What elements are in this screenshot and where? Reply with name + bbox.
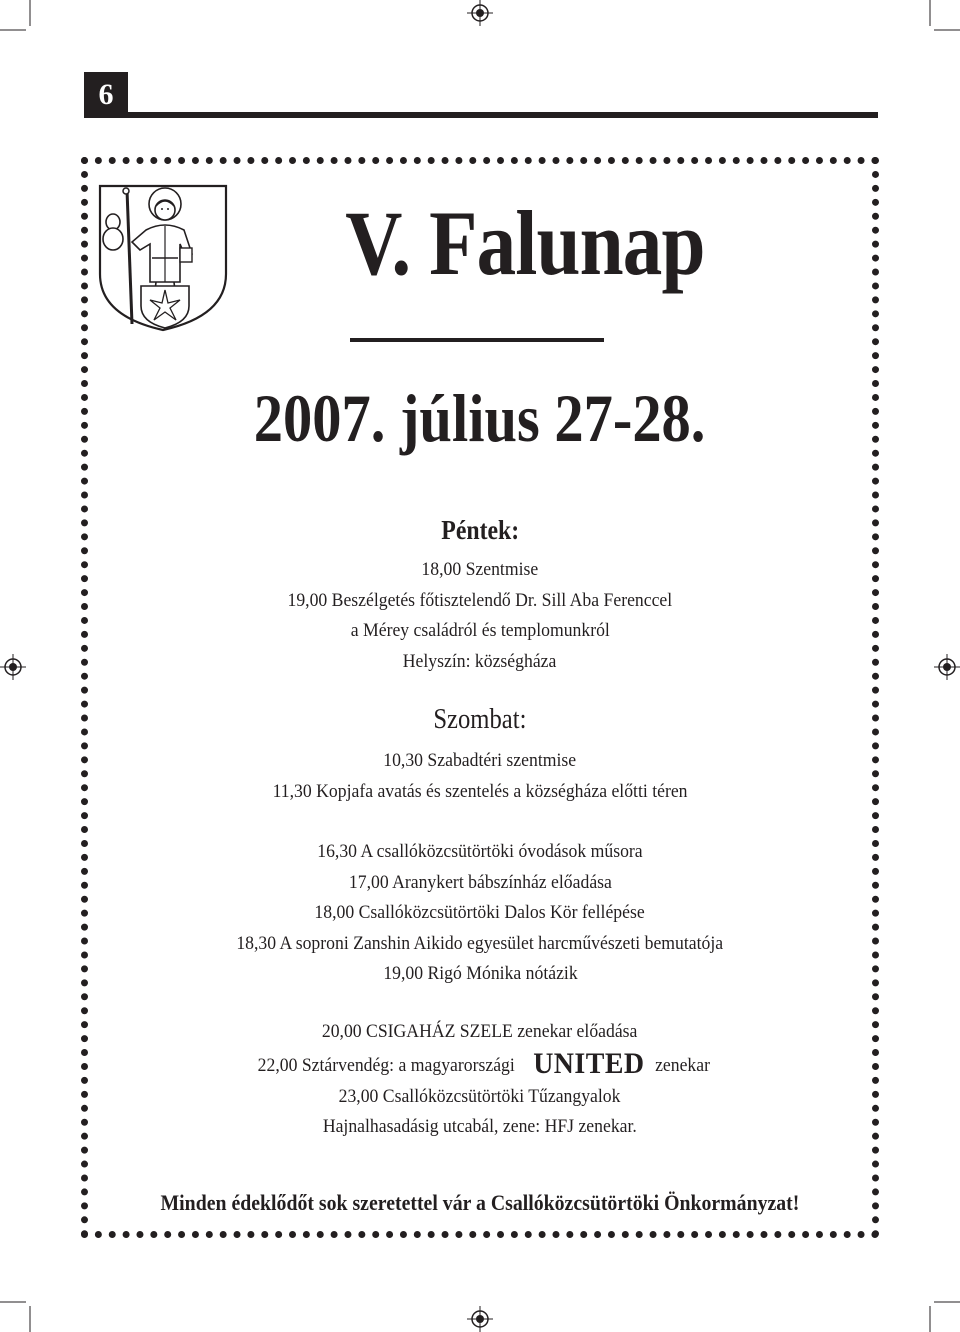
headliner-band: UNITED: [533, 1046, 645, 1080]
schedule-item: 19,00 Rigó Mónika nótázik: [382, 963, 578, 984]
schedule-item: 18,30 A soproni Zanshin Aikido egyesület harcművészeti bemutatója: [236, 932, 724, 954]
saturday-heading: Szombat:: [433, 704, 527, 735]
schedule-item: a Mérey családról és templomunkról: [350, 620, 610, 641]
invitation-footer: Minden édeklődőt sok szeretettel vár a Csallóközcsütörtöki Önkormányzat!: [160, 1190, 800, 1215]
headliner-item: 22,00 Sztárvendég: a magyarországi UNITED zenekar: [257, 1046, 711, 1080]
saturday-schedule-afternoon: [0, 837, 960, 990]
schedule-item: 18,00 Szentmise: [421, 559, 539, 580]
schedule-item: 10,30 Szabadtéri szentmise: [383, 750, 577, 771]
event-date: 2007. július 27-28.: [254, 380, 706, 456]
header-rule: [128, 112, 878, 118]
schedule-item: 16,30 A csallóközcsütörtöki óvodások műsora: [317, 841, 643, 862]
schedule-item: 19,00 Beszélgetés főtisztelendő Dr. Sill Aba Ferenccel: [287, 589, 673, 611]
page-number: 6: [84, 72, 128, 118]
schedule-item: 20,00 CSIGAHÁZ SZELE zenekar előadása: [322, 1021, 638, 1042]
schedule-item: 11,30 Kopjafa avatás és szentelés a községháza előtti téren: [272, 780, 688, 802]
schedule-item: Hajnalhasadásig utcabál, zene: HFJ zenekar.: [322, 1116, 637, 1137]
schedule-item: 23,00 Csallóközcsütörtöki Tűzangyalok: [339, 1085, 621, 1107]
event-title: V. Falunap: [345, 192, 705, 294]
saturday-schedule-morning: [0, 746, 960, 807]
title-underline: [350, 338, 604, 342]
friday-schedule: [0, 555, 960, 677]
schedule-item: 18,00 Csallóközcsütörtöki Dalos Kör fellépése: [314, 902, 646, 923]
saturday-schedule-evening: [0, 1017, 960, 1143]
schedule-item: 17,00 Aranykert bábszínház előadása: [348, 871, 612, 893]
friday-heading: Péntek:: [441, 515, 519, 545]
schedule-item: Helyszín: községháza: [403, 650, 557, 672]
